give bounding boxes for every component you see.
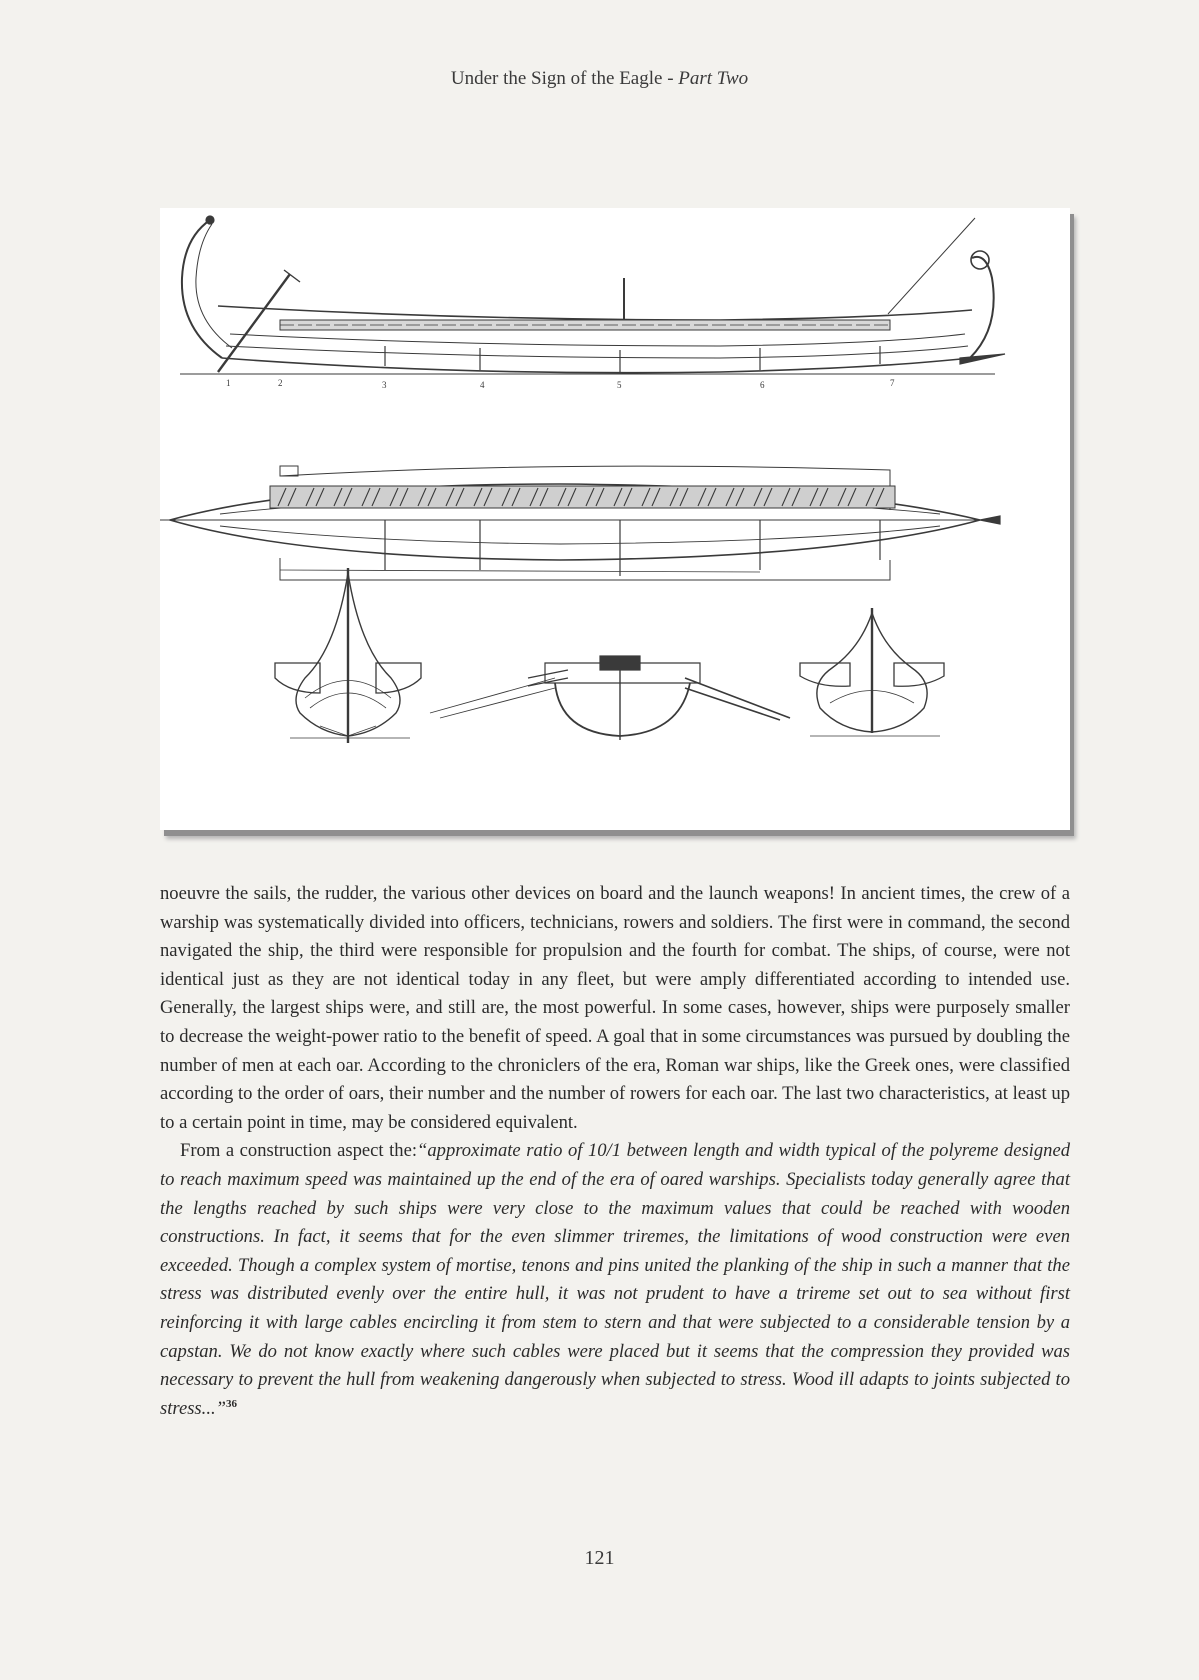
- page-number: 121: [584, 1547, 615, 1569]
- header-separator: -: [662, 68, 679, 89]
- quote-intro: From a construction aspect the:: [180, 1140, 418, 1162]
- section-mark: 7: [890, 378, 895, 388]
- book-title: Under the Sign of the Eagle: [450, 68, 663, 89]
- section-mark: 4: [480, 380, 485, 390]
- section-mark: 5: [617, 380, 622, 390]
- part-label: Part Two: [678, 68, 749, 89]
- side-elevation: [180, 216, 1005, 390]
- section-mark: 3: [382, 380, 387, 390]
- ship-plans-figure: [160, 208, 1070, 830]
- body-text: [160, 880, 1070, 1423]
- cross-section-bow: [800, 608, 944, 736]
- section-mark: 6: [760, 380, 765, 390]
- running-header: [0, 68, 1199, 90]
- paragraph: [160, 1137, 1070, 1423]
- section-mark: 1: [226, 378, 231, 388]
- ship-plans-drawing: [160, 208, 1070, 830]
- section-mark: 2: [278, 378, 283, 388]
- quotation: “approximate ratio of 10/1 between length and width typical of the polyreme designed to reach maximum speed was maintained up the end of the era of oared warships. Specialists today generally agree that the lengths reached by such ships were very close to the maximum values that could be reached with wooden constructions. In fact, it seems that for the even slimmer triremes, the limitations of wood construction were even exceeded. Though a complex system of mortise, tenons and pins united the planking of the ship in such a manner that the stress was distributed evenly over the entire hull, it was not prudent to have a trireme set out to sea without first reinforcing it with large cables encircling it from stem to stern and that were subjected to a considerable tension by a capstan. We do not know exactly where such cables were placed but it seems that the compression they provided was necessary to prevent the hull from weakening dangerously when subjected to stress. Wood ill adapts to joints subjected to stress...”: [160, 1140, 1070, 1419]
- footnote-ref: 36: [225, 1397, 237, 1410]
- paragraph: noeuvre the sails, the rudder, the various other devices on board and the launch weapons! In ancient times, the crew of a warship was systematically divided into officers, technicians, rowers and soldiers. The first were in command, the second navigated the ship, the third were responsible for propulsion and the fourth for combat. The ships, of course, were not identical just as they are not identical today in any fleet, but were amply differentiated according to intended use. Generally, the largest ships were, and still are, the most powerful. In some cases, however, ships were purposely smaller to decrease the weight-power ratio to the benefit of speed. A goal that in some circumstances was pursued by doubling the number of men at each oar. According to the chroniclers of the era, Roman war ships, like the Greek ones, were classified according to the order of oars, their number and the number of rowers for each oar. The last two characteristics, at least up to a certain point in time, may be considered equivalent.: [160, 883, 1070, 1133]
- plan-view: [160, 466, 1000, 580]
- cross-section-stern: [275, 568, 421, 743]
- cross-section-midship: [430, 656, 790, 740]
